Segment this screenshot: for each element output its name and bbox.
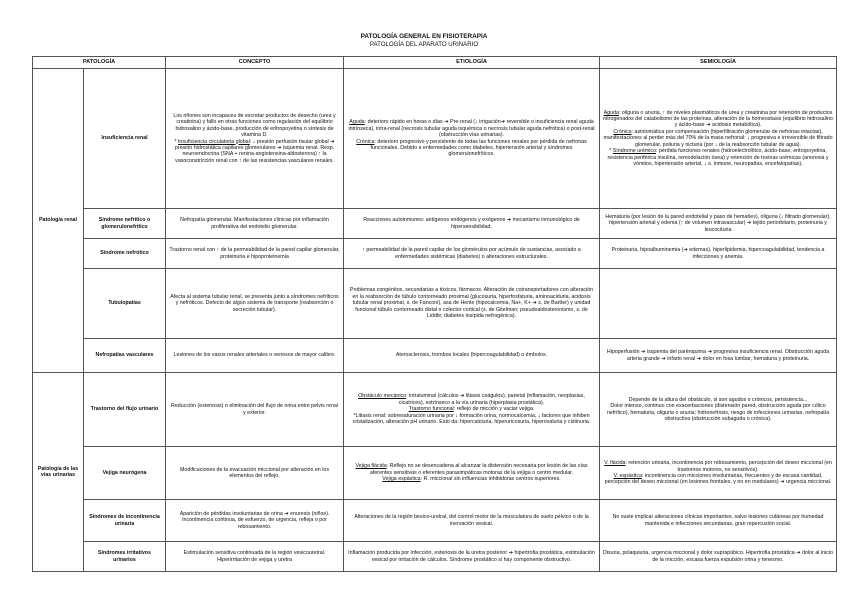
semiologia-cell: Hematuria (por lesión de la pared endotelial y paso de hematíes), oliguria (↓ filtrado glomerular), hipertensión arterial y edema (↑ de volumen intravascular) ➔ tejido periorbitario, proteinuria y leucocituria <box>600 209 837 239</box>
table-row <box>33 69 837 209</box>
semiologia-cell: V. flácida: retención urinaria, incontinencia por rebosamiento, percepción del deseo miccional (en trastornos motores, no sensitivos). V. espástica: incontinencia con micciones involuntarias, frecuentes y de escasa cantidad, percepción del deseo miccional (en lesiones frontales, y no en medulares) ➔ urgencia miccional. <box>600 447 837 500</box>
pathology-name: Síndrome nefrótico <box>84 239 166 269</box>
table-row <box>33 500 837 542</box>
table-row <box>33 209 837 239</box>
pathology-name: Síndromes irritativos urinarios <box>84 542 166 572</box>
etiologia-cell: Obstáculo mecánico: intraluminal (cálculos ➔ litiasis coágulos), parietal (inflamación, neoplasias, cicatrices), extrínseco a la vía urinaria (hiperplasia prostática). Trastorno funcional: reflejo de micción y vaciar vejiga. *Litiasis renal: sobresaturación urinaria por ↓ formación orina, normocalcemia, ↓ factores que inhiben cristalización, alteración pH urinario. Esto da: hipercalciuria, hiperuricosuria, hiperoxaluria y cistinuria. <box>344 373 600 447</box>
category-urinaria: Patología de las vías urinarias <box>33 373 84 572</box>
concepto-cell: Afecta al sistema tubular renal, se presenta junto a síndromes nefríticos y nefróticos. Defecto de algún sistema de transporte (reabsorción o secreción tubular). <box>166 269 344 339</box>
semiologia-cell: No suele implicar alteraciones clínicas importantes, salvo lesiones cutáneas por humedad mantenida e infecciones secundarias, gran repercusión social. <box>600 500 837 542</box>
pathology-name: Síndrome nefrítico o glomerulonefrítico <box>84 209 166 239</box>
concepto-cell: Aparición de pérdidas involuntarias de orina ➔ enuresis (niños). Incontinencia continua, de esfuerzo, de urgencia, refleja o por rebosamiento. <box>166 500 344 542</box>
concepto-cell: Reducción (estenosis) o eliminación del flujo de orina entre pelvis renal y exterior. <box>166 373 344 447</box>
category-renal: Patología renal <box>33 69 84 373</box>
concepto-cell: Modificaciones de la evacuación miccional por alteración en los elementos del reflejo. <box>166 447 344 500</box>
header-row <box>33 57 837 69</box>
document-subtitle: PATOLOGÍA DEL APARATO URINARIO <box>369 41 479 48</box>
pathology-name: Vejiga neurógena <box>84 447 166 500</box>
table-row <box>33 239 837 269</box>
concepto-cell: Lesiones de los vasos renales arteriales o venosos de mayor calibre. <box>166 339 344 373</box>
semiologia-cell <box>600 269 837 339</box>
concepto-cell: Trastorno renal con ↑ de la permeabilidad de la pared capilar glomerular, proteinuria e hipoproteinemia <box>166 239 344 269</box>
semiologia-cell: Aguda: oliguria o anuria, ↑ de niveles plasmáticos de urea y creatinina por retención de productos nitrogenados del catabolismo de las proteínas, alteración de la homeostasis (equilibrio hidrosalino y ácido-base ➔ acidosis metabólica). Crónica: asintomática por compensación (hiperfiltración glomerular de nefronas intactas), manifestaciones al perder más del 70% de la masa nefronal: ↓ progresiva e irreversible de filtrado glomerular, poliuria y nicturia (por ↓ de la reabsorción tubular de agua). * Síndrome urémico: pérdida funciones renales (hidroelectrolítico, ácido-base, eritropoyetina, resistencia periférica insulina, remodelación ósea) y retención de toxinas urémicas (anorexia y vómitos, hipertensión arterial, ↓ s. inmune, neuropatías, encefalopatías). <box>600 69 837 209</box>
concepto-cell: Los riñones son incapaces de excretar productos de desecho (urea y creatinina) y fallo en otras funciones como regulación del equilibrio hidrosalino y ácido-base, producción de eritropoyetina o síntesis de vitamina D. * Insuficiencia circulatoria global: ↓ presión perfusión tisular global ➔ presión hidrostática capilares glomerulares ➔ isquemia renal. Resp. neuroendocrina (SNA + renina-angiotensina-aldosterona) ↑ la vasoconstricción renal con ↑ de las resistencias vasculares renales. <box>166 69 344 209</box>
table-row <box>33 373 837 447</box>
etiologia-cell: Reacciones autoinmunes: antígenos endógenos y exógenos ➔ mecanismo inmunológico de hipersensibilidad. <box>344 209 600 239</box>
document-title: PATOLOGÍA GENERAL EN FISIOTERAPIA <box>360 33 488 40</box>
etiologia-cell: Vejiga flácida: Reflejo no se desencadena al alcanzar la distensión necesaria por lesión de las vías aferentes sensitivas o eferentes parasimpáticas motoras de la vejiga o centro medular. Vejiga espástica: R. miccional sin influencias inhibidoras centros superiores. <box>344 447 600 500</box>
semiologia-cell: Hipoperfusión ➔ isquemia del parénquima ➔ progresiva insuficiencia renal. Obstrucción aguda arteria grande ➔ infarto renal ➔ dolor en fosa lumbar, hematuria y proteinuria. <box>600 339 837 373</box>
concepto-cell: Nefropatía glomerular. Manifestaciones clínicas por inflamación proliferativa del endotelio glomerular. <box>166 209 344 239</box>
table-row <box>33 339 837 373</box>
table-row <box>33 269 837 339</box>
etiologia-cell: Inflamación producida por infección, estenosis de la uretra posterior ➔ hipertrofia prostática, estimulación vesical por irritación de cálculos. Síndrome prostático si hay componente obstructivo. <box>344 542 600 572</box>
table-row <box>33 542 837 572</box>
pathology-name: Insuficiencia renal <box>84 69 166 209</box>
pathology-name: Síndromes de incontinencia urinaria <box>84 500 166 542</box>
semiologia-cell: Depende de la altura del obstáculo, si son agudos o crónicos, persistencia... Dolor intenso, continuo con exacerbaciones (distensión pared, obstrucción aguda por cólico nefrítico), hematuria, oliguria o anuria; hidronefrosis, riesgo de infecciones urinarias, nefropatía obstructiva (obstrucción subaguda o crónica). <box>600 373 837 447</box>
table-row <box>33 447 837 500</box>
etiologia-cell: Problemas congénitos, secundarias a tóxicos, fármacos. Alteración de cotransportadores con alteración en la reabsorción de túbulo contorneado proximal (glucosuria, hiperfosfaturia, aminoaciduria, acidosis tubular renal proximal, s. de Fanconi), asa de Henle (hipocalcemia, Na+, K+ ➔ s. de Bartter) y unidad funcional túbulo contorneado distal o colector cortical (s. de Gitelman; pseudoaldosteronismo, s. de Liddle; diabetes insípida nefrogénica). <box>344 269 600 339</box>
etiologia-cell: Aguda: deterioro rápido en horas o días ➔ Pre-renal (↓ irrigación➔ reversible o insuficiencia renal aguda intrínseca), intra-renal (necrosis tubular aguda isquémica o necrosis tubular aguda nefrótica) o post-renal (obstrucción vías urinarias). Crónica: deterioro progresivo y persistente de todas las funciones renales por pérdida de nefronas funcionales. Debido a enfermedades como diabetes, hipertensión arterial y síndromes glomerulonefríticos. <box>344 69 600 209</box>
pathology-name: Nefropatías vasculares <box>84 339 166 373</box>
header-patologia: PATOLOGÍA <box>33 57 166 69</box>
etiologia-cell: Alteraciones de la región besico-uretral, del control motor de la musculatura de suelo pélvico o de la inervación vesical. <box>344 500 600 542</box>
semiologia-cell: Disuria, polaquiuria, urgencia miccional y dolor suprapúbico. Hipertrofia prostática ➔ dolor al inicio de la micción, escasa fuerza expulsión orina y tenesmo. <box>600 542 837 572</box>
concepto-cell: Estimulación sensitiva continuada de la región vesicouretral. Hiperirritación de vejiga y uretra <box>166 542 344 572</box>
etiologia-cell: Aterosclerosis, trombos locales (hipercoagulabilidad) o émbolos. <box>344 339 600 373</box>
pathology-table <box>32 56 837 572</box>
pathology-name: Tubulopatías <box>84 269 166 339</box>
title-block <box>0 33 848 49</box>
header-etiologia: ETIOLOGÍA <box>344 57 600 69</box>
semiologia-cell: Proteinuria, hipoalbuminemia (➔ edemas), hiperlipidemia, hipercoagulabilidad, tendencia a infecciones y anemia. <box>600 239 837 269</box>
header-concepto: CONCEPTO <box>166 57 344 69</box>
etiologia-cell: ↑ permeabilidad de la pared capilar de los glomérulos por acúmulo de sustancias, asociado a enfermedades sistémicas (diabetes) o alteraciones estructurales. <box>344 239 600 269</box>
header-semiologia: SEMIOLOGÍA <box>600 57 837 69</box>
pathology-name: Trastorno del flujo urinario <box>84 373 166 447</box>
